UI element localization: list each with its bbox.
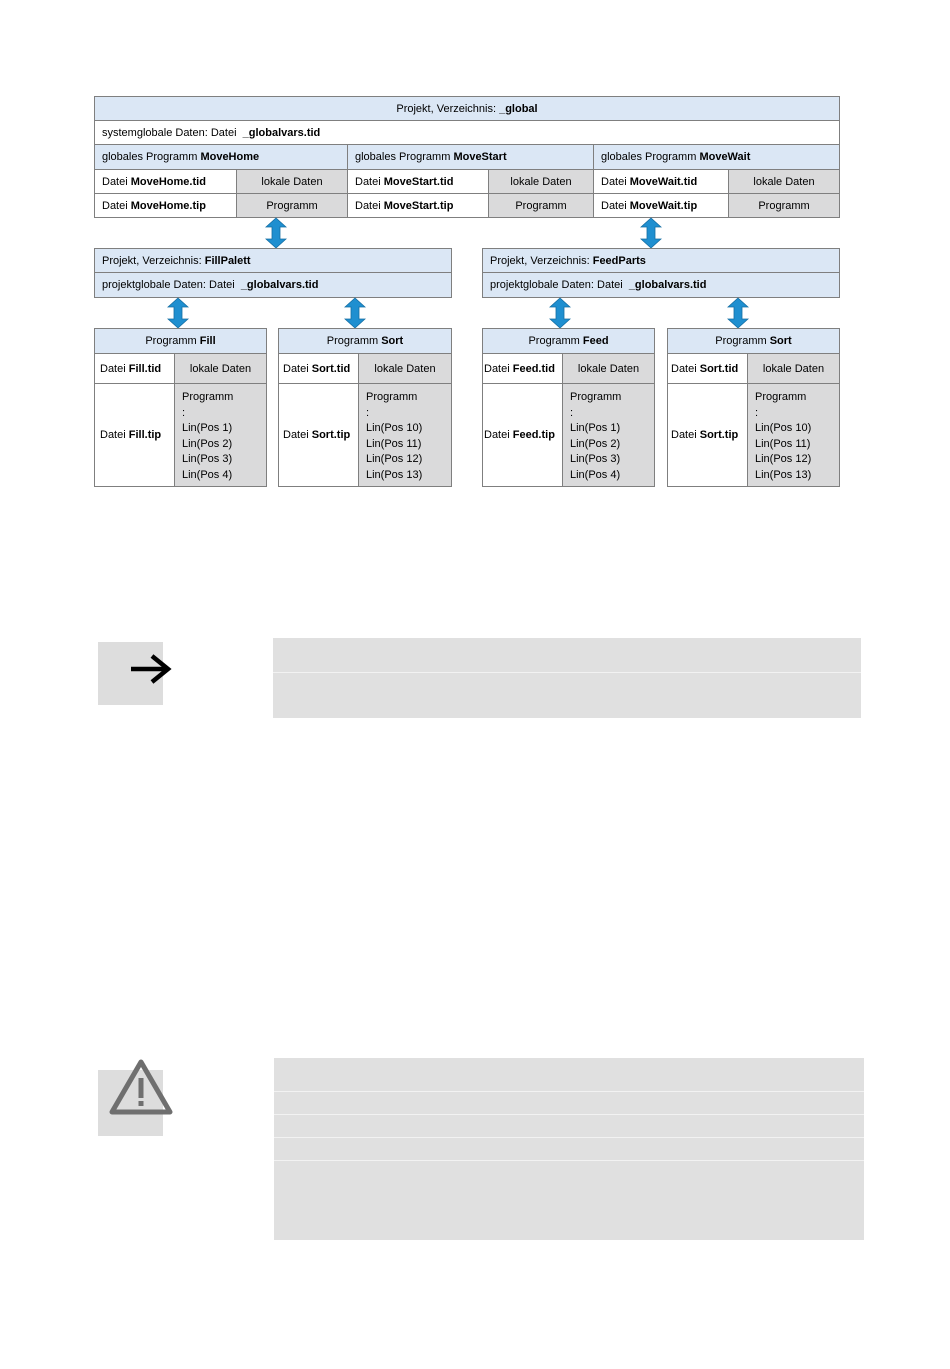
code-line: Lin(Pos 11) (755, 437, 811, 450)
code-line: Lin(Pos 1) (182, 422, 233, 434)
code-line: Lin(Pos 13) (755, 468, 812, 481)
code-line: Lin(Pos 12) (755, 453, 812, 465)
global-program-tid: Datei MoveWait.tid (593, 169, 729, 194)
code-line: : (755, 406, 759, 419)
global-program-tid: Datei MoveStart.tid (347, 169, 489, 194)
global-project-title (94, 96, 840, 121)
warning-divider (274, 1114, 864, 1115)
code-line: : (182, 406, 186, 419)
global-program-program: Programm (488, 193, 594, 218)
code-line: Lin(Pos 2) (182, 437, 233, 450)
project-title: Projekt, Verzeichnis: FeedParts (482, 248, 840, 273)
code-line: Lin(Pos 13) (366, 468, 423, 481)
program-tip: Datei Sort.tip (278, 383, 359, 487)
double-arrow-icon (727, 297, 749, 329)
double-arrow-icon (265, 217, 287, 249)
code-line: Programm (366, 391, 418, 403)
note-divider (273, 672, 861, 673)
program-tid: Datei Sort.tid (278, 353, 359, 384)
project-title: Projekt, Verzeichnis: FillPalett (94, 248, 452, 273)
code-line: Lin(Pos 3) (182, 453, 233, 465)
code-line: Lin(Pos 4) (182, 468, 233, 481)
code-line: : (366, 406, 370, 419)
global-program-header: globales Programm MoveStart (347, 144, 594, 170)
code-line: Lin(Pos 10) (366, 422, 423, 434)
warning-divider (274, 1160, 864, 1161)
code-line: Programm (182, 391, 234, 403)
global-project-title-prefix: Projekt, Verzeichnis: (396, 102, 500, 115)
double-arrow-icon (344, 297, 366, 329)
program-code (358, 383, 452, 487)
global-program-tip: Datei MoveWait.tip (593, 193, 729, 218)
program-local-data: lokale Daten (747, 353, 840, 384)
global-project-title-name: _global (499, 102, 538, 115)
program-local-data: lokale Daten (358, 353, 452, 384)
program-tid: Datei Feed.tid (482, 353, 563, 384)
project-global-data: projektglobale Daten: Datei _globalvars.tid (94, 272, 452, 298)
global-program-header: globales Programm MoveHome (94, 144, 348, 170)
program-tip: Datei Fill.tip (94, 383, 175, 487)
global-program-header: globales Programm MoveWait (593, 144, 840, 170)
program-header: Programm Fill (94, 328, 267, 354)
code-line: Programm (755, 391, 807, 403)
system-global-data-prefix: systemglobale Daten: Datei (102, 126, 240, 139)
global-program-tid: Datei MoveHome.tid (94, 169, 237, 194)
system-global-data (94, 120, 840, 145)
global-program-local-data: lokale Daten (488, 169, 594, 194)
program-code (174, 383, 267, 487)
program-local-data: lokale Daten (174, 353, 267, 384)
code-line: Programm (570, 391, 622, 403)
system-global-data-file: _globalvars.tid (242, 126, 321, 139)
code-line: Lin(Pos 10) (755, 422, 812, 434)
warning-divider (274, 1137, 864, 1138)
arrow-right-icon (128, 654, 174, 684)
code-line: Lin(Pos 4) (570, 468, 621, 481)
program-code (562, 383, 655, 487)
program-header: Programm Feed (482, 328, 655, 354)
global-program-program: Programm (728, 193, 840, 218)
code-line: Lin(Pos 3) (570, 453, 621, 465)
double-arrow-icon (549, 297, 571, 329)
global-program-local-data: lokale Daten (728, 169, 840, 194)
double-arrow-icon (167, 297, 189, 329)
global-program-tip: Datei MoveHome.tip (94, 193, 237, 218)
program-tip: Datei Feed.tip (482, 383, 563, 487)
code-line: : (570, 406, 574, 419)
global-program-local-data: lokale Daten (236, 169, 348, 194)
code-line: Lin(Pos 12) (366, 453, 423, 465)
program-code (747, 383, 840, 487)
program-tip: Datei Sort.tip (667, 383, 748, 487)
warning-triangle-icon (108, 1058, 174, 1116)
program-header: Programm Sort (667, 328, 840, 354)
program-tid: Datei Fill.tid (94, 353, 175, 384)
program-tid: Datei Sort.tid (667, 353, 748, 384)
code-line: Lin(Pos 11) (366, 437, 422, 450)
program-local-data: lokale Daten (562, 353, 655, 384)
warning-divider (274, 1091, 864, 1092)
warning-text-box (274, 1058, 864, 1240)
global-program-program: Programm (236, 193, 348, 218)
project-global-data: projektglobale Daten: Datei _globalvars.tid (482, 272, 840, 298)
note-text-box (273, 638, 861, 718)
global-program-tip: Datei MoveStart.tip (347, 193, 489, 218)
code-line: Lin(Pos 1) (570, 422, 621, 434)
double-arrow-icon (640, 217, 662, 249)
code-line: Lin(Pos 2) (570, 437, 621, 450)
program-header: Programm Sort (278, 328, 452, 354)
